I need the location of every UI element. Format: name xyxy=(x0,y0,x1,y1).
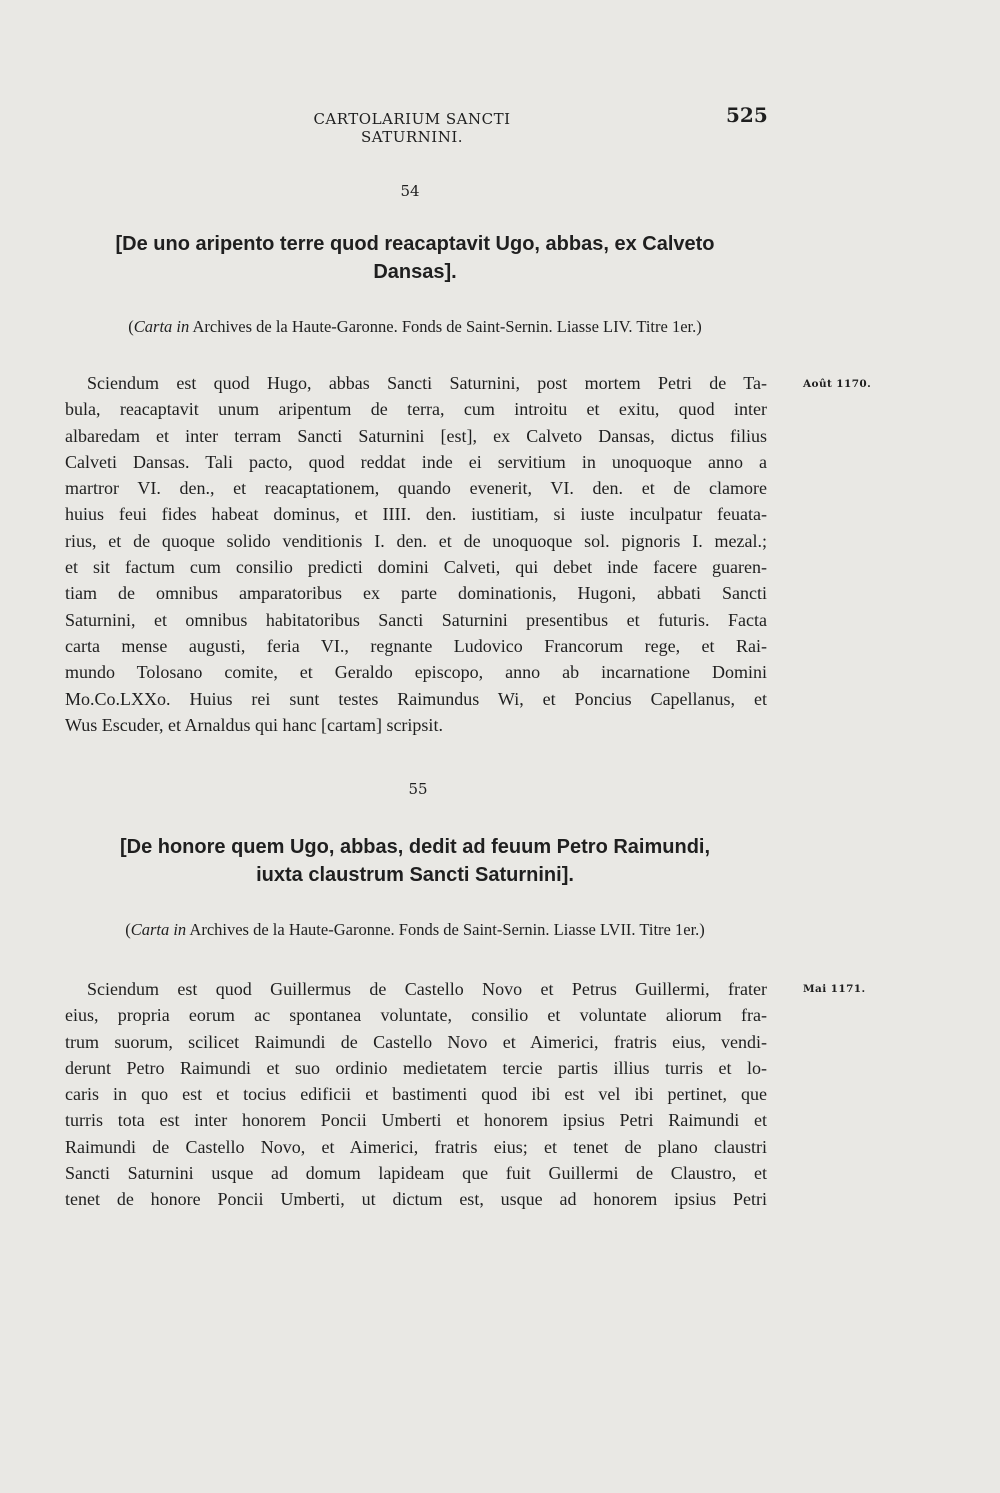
text-line: turris tota est inter honorem Poncii Umberti et honorem ipsius Petri Raimundi et xyxy=(65,1110,767,1131)
charter-text xyxy=(65,976,767,1213)
text-line: martror VI. den., et reacaptationem, quando evenerit, VI. den. et de clamore xyxy=(65,478,767,499)
text-line: bula, reacaptavit unum aripentum de terra, cum introitu et exitu, quod inter xyxy=(65,399,767,420)
page-number: 525 xyxy=(726,103,768,127)
text-line: tenet de honore Poncii Umberti, ut dictum est, usque ad honorem ipsius Petri xyxy=(65,1189,767,1210)
entry-title-line: [De honore quem Ugo, abbas, dedit ad feuum Petro Raimundi, xyxy=(119,836,711,858)
text-line: Mo.Co.LXXo. Huius rei sunt testes Raimundus Wi, et Poncius Capellanus, et xyxy=(65,688,767,709)
entry-title xyxy=(65,833,765,889)
text-line: rius, et de quoque solido venditionis I. den. et de unoquoque sol. pignoris I. mezal.; xyxy=(65,530,767,551)
text-line: Raimundi de Castello Novo, et Aimerici, fratris eius; et tenet de plano claustri xyxy=(65,1136,767,1157)
text-line: trum suorum, scilicet Raimundi de Castello Novo et Aimerici, fratris eius, vendi- xyxy=(65,1031,767,1052)
text-line: eius, propria eorum ac spontanea voluntate, consilio et voluntate aliorum fra- xyxy=(65,1005,767,1026)
text-line: Calveti Dansas. Tali pacto, quod reddat inde ei servitium in unoquoque anno a xyxy=(65,451,767,472)
text-line: Sciendum est quod Guillermus de Castello Novo et Petrus Guillermi, frater xyxy=(87,979,767,999)
text-line: Sancti Saturnini usque ad domum lapideam que fuit Guillermi de Claustro, et xyxy=(65,1163,767,1184)
text-line: mundo Tolosano comite, et Geraldo episcopo, anno ab incarnatione Domini xyxy=(65,662,767,683)
text-line: caris in quo est et tocius edificii et bastimenti quod ibi est vel ibi pertinet, que xyxy=(65,1084,767,1105)
text-line: derunt Petro Raimundi et suo ordinio medietatem tercie partis illius turris et lo- xyxy=(65,1057,767,1078)
text-line: albaredam et inter terram Sancti Saturnini [est], ex Calveto Dansas, dictus filius xyxy=(65,425,767,446)
margin-date: Mai 1171. xyxy=(803,983,866,995)
text-line: huius feui fides habeat dominus, et IIII. den. iustitiam, si iuste inculpatur feuata- xyxy=(65,504,767,525)
source-citation: (Carta in Archives de la Haute-Garonne. Fonds de Saint-Sernin. Liasse LIV. Titre 1er.) xyxy=(128,317,702,336)
text-line: tiam de omnibus amparatoribus ex parte dominationis, Hugoni, abbati Sancti xyxy=(65,583,767,604)
source-citation: (Carta in Archives de la Haute-Garonne. Fonds de Saint-Sernin. Liasse LVII. Titre 1er.) xyxy=(125,920,705,939)
text-line: et sit factum cum consilio predicti domini Calveti, qui debet inde facere guaren- xyxy=(65,557,767,578)
entry-title-line: iuxta claustrum Sancti Saturnini]. xyxy=(256,864,574,886)
entry-title-line: [De uno aripento terre quod reacaptavit Ugo, abbas, ex Calveto xyxy=(115,233,715,255)
margin-date: Août 1170. xyxy=(803,378,872,390)
charter-text xyxy=(65,370,767,738)
entry-number: 54 xyxy=(400,182,420,200)
text-line: Sciendum est quod Hugo, abbas Sancti Saturnini, post mortem Petri de Ta- xyxy=(87,373,767,393)
running-head: CARTOLARIUM SANCTI SATURNINI. xyxy=(313,110,511,146)
entry-title-line: Dansas]. xyxy=(373,261,457,283)
text-line: Wus Escuder, et Arnaldus qui hanc [cartam] scripsit. xyxy=(65,714,443,735)
text-line: Saturnini, et omnibus habitatoribus Sancti Saturnini presentibus et futuris. Facta xyxy=(65,609,767,630)
text-line: carta mense augusti, feria VI., regnante Ludovico Francorum rege, et Rai- xyxy=(65,635,767,656)
entry-number: 55 xyxy=(408,780,428,798)
entry-title xyxy=(65,230,765,286)
